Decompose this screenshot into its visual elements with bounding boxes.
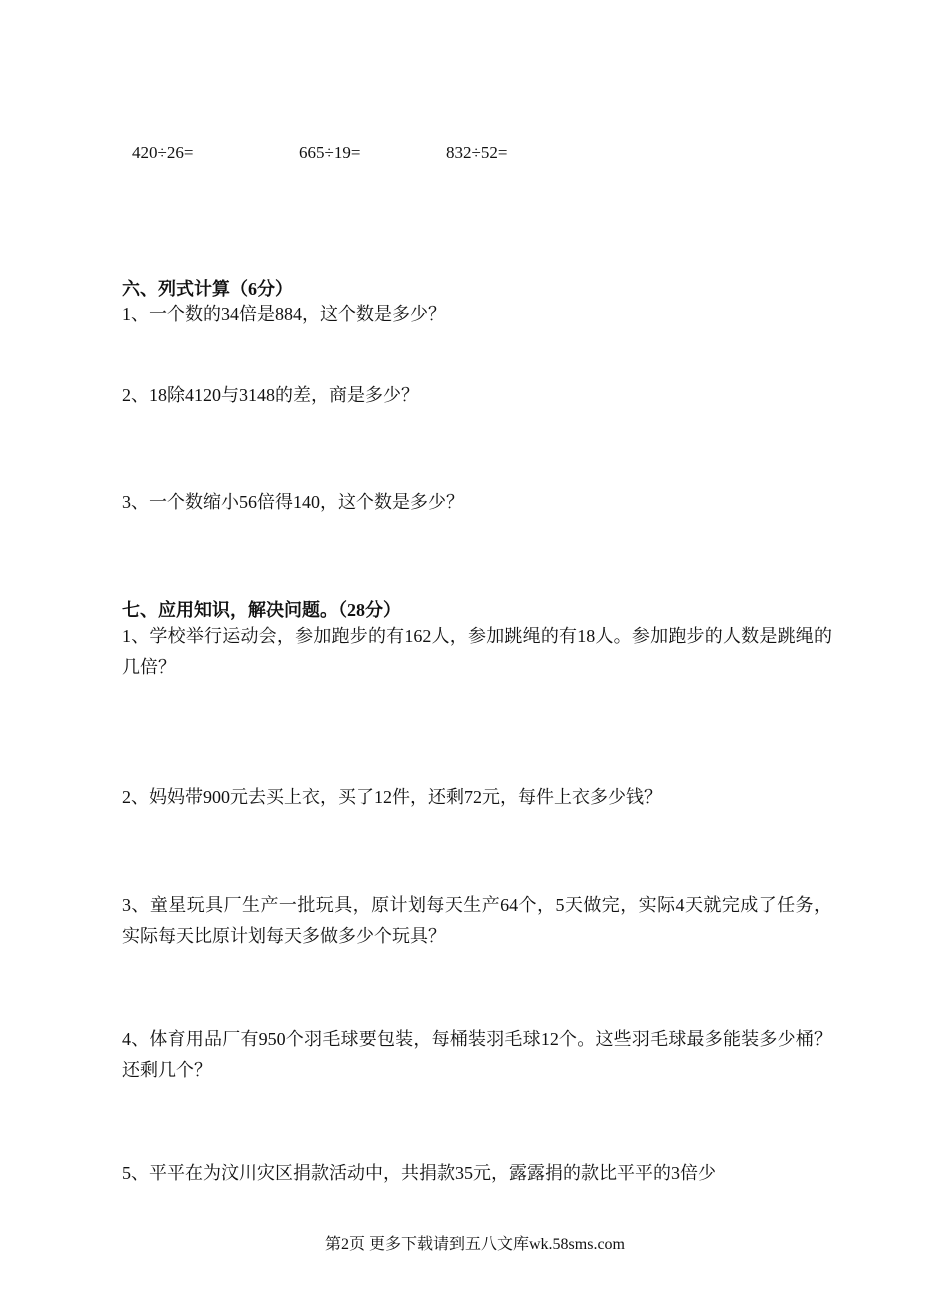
division-exercise: 420÷26= bbox=[132, 143, 194, 162]
section-6-title: 六、列式计算（6分） bbox=[122, 279, 293, 299]
section-6-question-3: 3、一个数缩小56倍得140，这个数是多少？ bbox=[122, 492, 464, 512]
division-exercise: 665÷19= bbox=[299, 143, 361, 162]
page-footer: 第2页 更多下载请到五八文库wk.58sms.com bbox=[324, 1236, 625, 1253]
section-7-question-2: 2、妈妈带900元去买上衣，买了12件，还剩72元，每件上衣多少钱？ bbox=[122, 787, 662, 807]
section-6-question-2: 2、18除4120与3148的差，商是多少？ bbox=[122, 385, 419, 405]
section-6-question-1: 1、一个数的34倍是884，这个数是多少？ bbox=[122, 304, 446, 324]
section-7-question-3: 3、童星玩具厂生产一批玩具，原计划每天生产64个，5天做完，实际4天就完成了任务，实际每天比原计划每天多做多少个玩具？ bbox=[122, 895, 832, 946]
section-7-question-1: 1、学校举行运动会，参加跑步的有162人，参加跳绳的有18人。参加跑步的人数是跳绳的几倍？ bbox=[122, 626, 832, 677]
section-7-question-4: 4、体育用品厂有950个羽毛球要包装，每桶装羽毛球12个。这些羽毛球最多能装多少桶？还剩几个？ bbox=[122, 1029, 832, 1080]
section-7-title: 七、应用知识，解决问题。（28分） bbox=[122, 600, 401, 620]
division-exercises bbox=[0, 143, 950, 167]
section-7-question-5: 5、平平在为汶川灾区捐款活动中，共捐款35元，露露捐的款比平平的3倍少 bbox=[122, 1163, 716, 1183]
division-exercise: 832÷52= bbox=[446, 143, 508, 162]
